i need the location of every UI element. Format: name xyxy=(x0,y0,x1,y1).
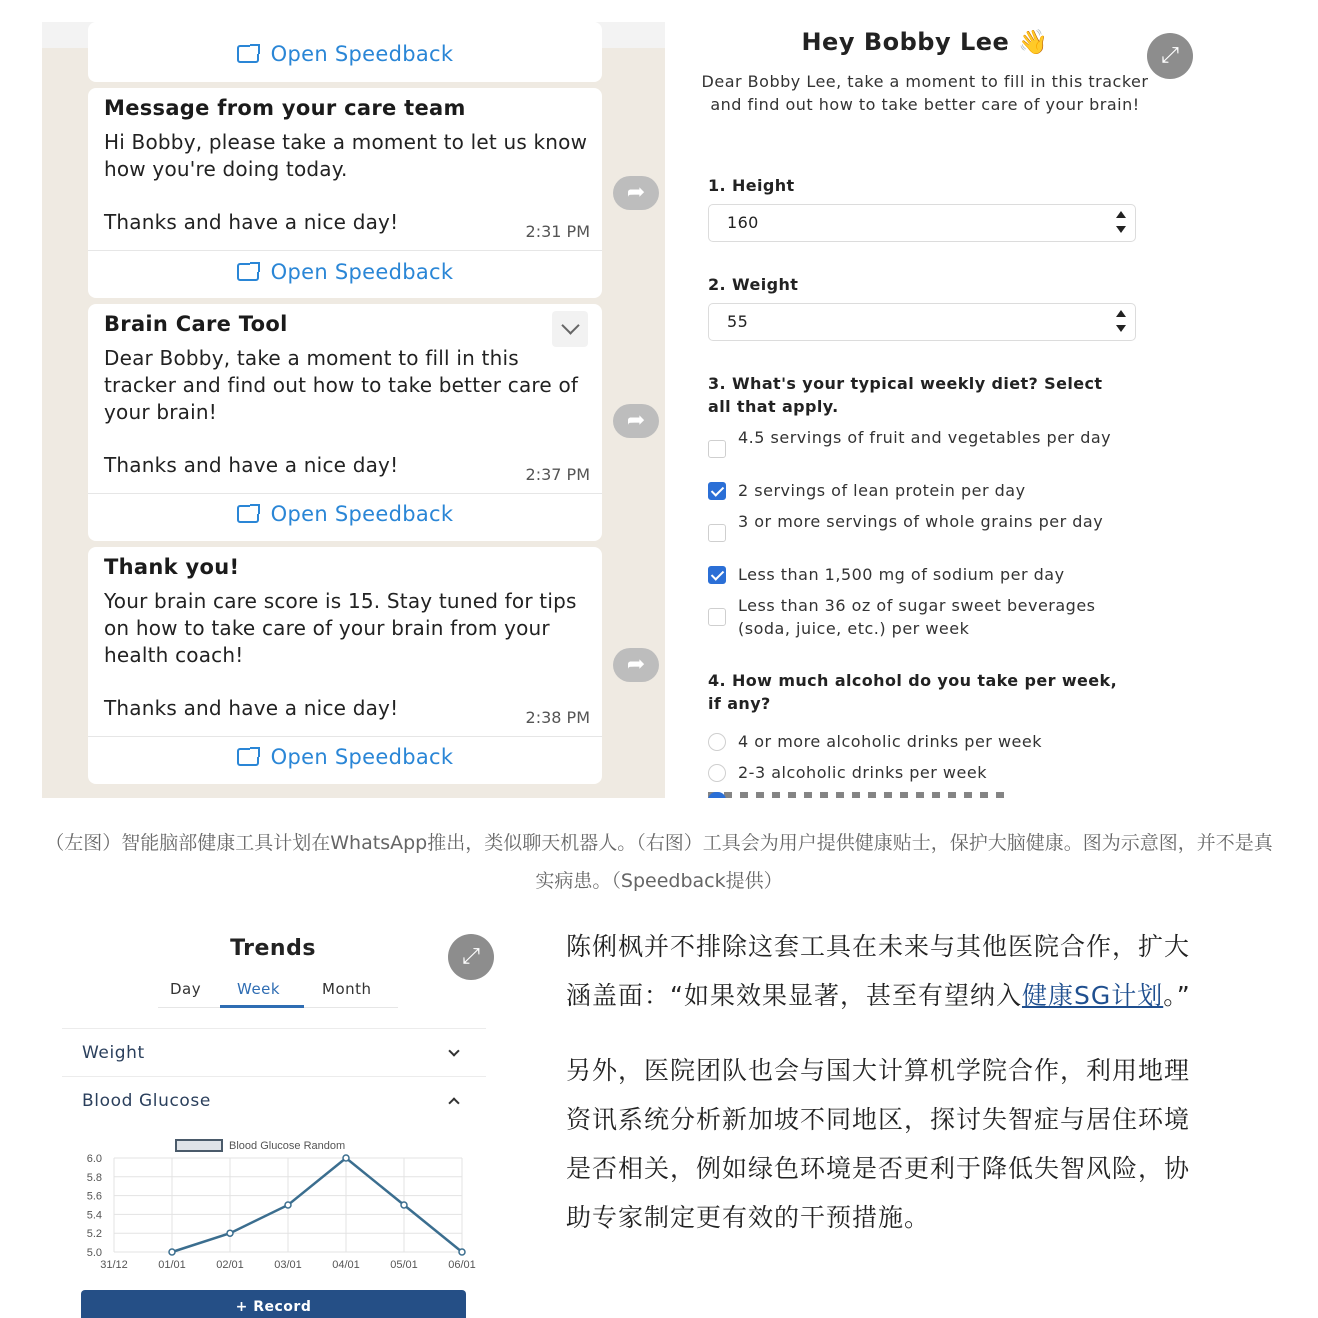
blood-glucose-chart xyxy=(62,1132,494,1282)
question-alcohol-label: 4. How much alcohol do you take per week, if any? xyxy=(708,671,1118,713)
open-speedback-link[interactable]: Open Speedback xyxy=(88,260,602,284)
x-tick-label: 03/01 xyxy=(274,1259,302,1271)
x-tick-label: 04/01 xyxy=(332,1259,360,1271)
question-weight-label: 2. Weight xyxy=(708,275,799,294)
message-title: Message from your care team xyxy=(104,96,466,120)
trends-panel xyxy=(62,920,494,1318)
chat-card-partial xyxy=(88,22,602,82)
tab-week[interactable]: Week xyxy=(237,980,281,998)
open-speedback-link[interactable]: Open Speedback xyxy=(88,745,602,769)
message-body: Hi Bobby, please take a moment to let us know how you're doing today. xyxy=(104,130,588,181)
chevron-down-icon xyxy=(448,1045,459,1056)
expand-icon[interactable]: ⤢ xyxy=(448,934,494,980)
radio-button[interactable] xyxy=(708,764,726,782)
forward-icon[interactable]: ➦ xyxy=(613,648,659,682)
external-link-icon xyxy=(237,263,259,281)
question-diet-label: 3. What's your typical weekly diet? Select all that apply. xyxy=(708,374,1103,416)
form-title: Hey Bobby Lee 👋 xyxy=(801,28,1049,56)
data-point xyxy=(227,1230,233,1236)
question-height-label: 1. Height xyxy=(708,176,795,195)
message-title: Brain Care Tool xyxy=(104,312,288,336)
legend-label: Blood Glucose Random xyxy=(229,1140,346,1152)
y-tick-label: 5.0 xyxy=(86,1247,102,1259)
number-stepper-icon[interactable] xyxy=(1115,209,1127,237)
chat-message-thank-you xyxy=(88,547,602,784)
article-text xyxy=(566,922,1208,1268)
height-input[interactable]: 160 xyxy=(708,204,1136,242)
data-point xyxy=(285,1202,291,1208)
chart-legend xyxy=(176,1140,345,1152)
message-time: 2:31 PM xyxy=(525,222,590,241)
checkbox[interactable] xyxy=(708,524,726,542)
x-tick-label: 01/01 xyxy=(158,1259,186,1271)
record-button[interactable]: + Record xyxy=(81,1290,466,1318)
tab-day[interactable]: Day xyxy=(170,980,202,998)
article-paragraph-2: 另外，医院团队也会与国大计算机学院合作，利用地理资讯系统分析新加坡不同地区，探讨失智症与居住环境是否相关，例如绿色环境是否更利于降低失智风险，协助专家制定更有效的干预措施。 xyxy=(566,1056,1191,1232)
checkbox[interactable] xyxy=(708,608,726,626)
weight-input[interactable]: 55 xyxy=(708,303,1136,341)
series-line xyxy=(172,1158,462,1252)
message-body: Dear Bobby, take a moment to fill in this tracker and find out how to take better care of your brain! xyxy=(104,346,579,424)
data-point xyxy=(401,1202,407,1208)
chat-message-brain-care-tool xyxy=(88,304,602,541)
x-tick-label: 31/12 xyxy=(100,1259,128,1271)
external-link-icon xyxy=(237,505,259,523)
data-point xyxy=(459,1249,465,1255)
external-link-icon xyxy=(237,45,259,63)
expand-icon[interactable]: ⤢ xyxy=(1147,33,1193,79)
radio-button[interactable] xyxy=(708,733,726,751)
message-time: 2:38 PM xyxy=(525,708,590,727)
form-intro: Dear Bobby Lee, take a moment to fill in this tracker and find out how to take better care of your brain! xyxy=(701,72,1149,114)
trends-title: Trends xyxy=(230,936,316,961)
active-tab-indicator xyxy=(220,1005,304,1008)
y-tick-label: 5.4 xyxy=(86,1209,102,1222)
data-point xyxy=(169,1249,175,1255)
y-tick-label: 5.2 xyxy=(86,1228,102,1241)
legend-swatch xyxy=(176,1140,222,1151)
number-stepper-icon[interactable] xyxy=(1115,308,1127,336)
message-thanks: Thanks and have a nice day! xyxy=(104,453,399,477)
checkbox-checked[interactable] xyxy=(708,566,726,584)
forward-icon[interactable]: ➦ xyxy=(613,404,659,438)
x-tick-label: 02/01 xyxy=(216,1259,244,1271)
cut-off-option xyxy=(708,792,1008,798)
checkbox-checked[interactable] xyxy=(708,482,726,500)
chevron-up-icon xyxy=(448,1097,459,1108)
tab-month[interactable]: Month xyxy=(322,980,372,998)
message-thanks: Thanks and have a nice day! xyxy=(104,696,399,720)
x-tick-label: 05/01 xyxy=(390,1259,418,1271)
x-tick-label: 06/01 xyxy=(448,1259,476,1271)
forward-icon[interactable]: ➦ xyxy=(613,176,659,210)
trends-tabs xyxy=(158,976,398,1008)
brain-care-form: Hey Bobby Lee 👋 ⤢ Dear Bobby Lee, take a moment to fill in this tracker and find out how to take better care of your brain! 1. Height 160 2. Weight 55 3. What's your typical weekly diet? Select all that apply. 4.5 servings of fruit and vegetables per day 2 servings of lean protein per day 3 or more servings of whole grains per day Less than 1,500 mg of sodium per day Less than 36 oz of sugar sweet beverages (soda, juice, etc.) per week 4. How much alcohol do you take per week, if any? 4 or more alcoholic drinks per week 2-3 alcoholic drinks per week xyxy=(690,22,1210,798)
message-body: Your brain care score is 15. Stay tuned for tips on how to take care of your brain from your health coach! xyxy=(104,589,577,667)
chat-message-care-team xyxy=(88,88,602,298)
whatsapp-chat-panel xyxy=(42,22,665,798)
message-thanks: Thanks and have a nice day! xyxy=(104,210,399,234)
external-link-icon xyxy=(237,748,259,766)
healthier-sg-link[interactable]: 健康SG计划 xyxy=(1021,981,1164,1010)
open-speedback-link[interactable]: Open Speedback xyxy=(88,502,602,526)
message-time: 2:37 PM xyxy=(525,465,590,484)
y-tick-label: 6.0 xyxy=(86,1153,102,1165)
trend-row-weight[interactable]: Weight xyxy=(62,1028,486,1076)
message-title: Thank you! xyxy=(104,555,240,579)
data-point xyxy=(343,1155,349,1161)
y-tick-label: 5.8 xyxy=(86,1171,102,1184)
trend-row-blood-glucose[interactable]: Blood Glucose xyxy=(62,1076,486,1124)
y-tick-label: 5.6 xyxy=(86,1190,102,1203)
checkbox[interactable] xyxy=(708,440,726,458)
image-caption: （左图）智能脑部健康工具计划在WhatsApp推出，类似聊天机器人。（右图）工具会为用户提供健康贴士，保护大脑健康。图为示意图，并不是真实病患。（Speedback提供） xyxy=(45,832,1273,892)
article-paragraph-1: 陈俐枫并不排除这套工具在未来与其他医院合作，扩大涵盖面：“如果效果显著，甚至有望纳入健康SG计划。” xyxy=(566,932,1191,1010)
chevron-down-icon[interactable] xyxy=(552,311,588,347)
open-speedback-link[interactable]: Open Speedback xyxy=(88,42,602,66)
